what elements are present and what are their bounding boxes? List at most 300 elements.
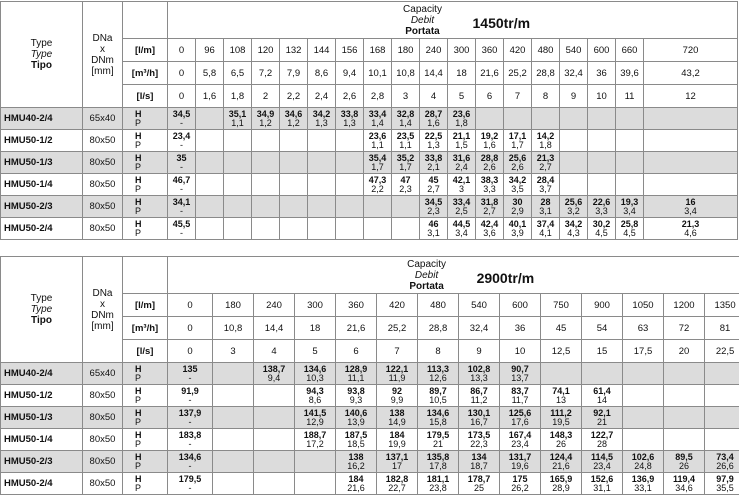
value-cell — [336, 218, 364, 240]
head-value: 33,4 — [368, 108, 387, 119]
power-value: 2,6 — [511, 161, 524, 172]
tbl2-type-header — [1, 257, 83, 363]
value-cell — [336, 385, 377, 407]
tbl2-ls-value: 7 — [377, 340, 418, 363]
tbl2-lm-value: 300 — [295, 294, 336, 317]
head-value: 175 — [512, 473, 528, 484]
dn-dn_line2: x — [100, 43, 105, 55]
head-value: 134,6 — [426, 407, 450, 418]
table-row — [1, 473, 739, 495]
power-value: 11,9 — [388, 372, 406, 383]
power-value: - — [188, 460, 192, 471]
tbl1-ls-value: 2,4 — [308, 85, 336, 108]
value-cell — [308, 174, 336, 196]
power-value: - — [188, 394, 192, 405]
head-value: 28,8 — [480, 152, 499, 163]
power-value: 2,3 — [399, 183, 412, 194]
head-value: 23,5 — [396, 130, 415, 141]
head-value: 23,4 — [172, 130, 191, 141]
tbl2-ls-value: 5 — [295, 340, 336, 363]
p-label: P — [135, 161, 142, 172]
capacity-it: Portata — [409, 281, 444, 292]
power-value: 21 — [432, 438, 443, 449]
value-cell — [644, 152, 738, 174]
power-value: 23,4 — [593, 460, 611, 471]
value-cell — [254, 451, 295, 473]
pump-dn: 65x40 — [83, 363, 123, 385]
h-label: H — [135, 385, 142, 396]
value-cell — [252, 152, 280, 174]
tbl2-ls-value: 9 — [459, 340, 500, 363]
value-cell — [418, 451, 459, 473]
head-value: 30 — [512, 196, 523, 207]
tbl1-m3h-value: 7,9 — [280, 62, 308, 85]
power-value: 1,3 — [315, 117, 328, 128]
tbl1-lm-value: 660 — [616, 39, 644, 62]
value-cell — [418, 407, 459, 429]
pump-dn: 80x50 — [83, 451, 123, 473]
tbl1-m3h-value: 32,4 — [560, 62, 588, 85]
power-value: 1,6 — [483, 139, 496, 150]
p-label: P — [135, 394, 142, 405]
value-cell — [644, 174, 738, 196]
value-cell — [213, 429, 254, 451]
tbl1-unit-lm: [l/m] — [123, 39, 168, 62]
h-label: H — [135, 429, 142, 440]
pump-dn: 80x50 — [83, 407, 123, 429]
power-value: 13,9 — [347, 416, 365, 427]
table-row — [1, 429, 739, 451]
power-value: 4,3 — [567, 227, 580, 238]
table-row — [1, 363, 739, 385]
value-cell — [196, 108, 224, 130]
tbl2-m3h-value: 63 — [623, 317, 664, 340]
tbl1-ls-value: 0 — [168, 85, 196, 108]
head-value: 21,1 — [452, 130, 471, 141]
value-cell — [644, 218, 738, 240]
power-value: 1,3 — [343, 117, 356, 128]
tbl1-ls-value: 4 — [420, 85, 448, 108]
pump-type: HMU50-2/3 — [1, 196, 83, 218]
value-cell — [476, 108, 504, 130]
head-value: 130,1 — [467, 407, 491, 418]
tbl1-ls-value: 7 — [504, 85, 532, 108]
tbl1-lm-value: 600 — [588, 39, 616, 62]
power-value: 3,3 — [483, 183, 496, 194]
tbl2-m3h-value: 14,4 — [254, 317, 295, 340]
tbl2-lm-value: 1350 — [705, 294, 739, 317]
head-value: 28,4 — [536, 174, 555, 185]
value-cell — [582, 473, 623, 495]
head-value: 35,2 — [396, 152, 415, 163]
head-value: 30,2 — [592, 218, 611, 229]
value-cell — [616, 152, 644, 174]
power-value: 15,8 — [429, 416, 447, 427]
value-cell — [500, 363, 541, 385]
head-value: 28 — [540, 196, 551, 207]
capacity-fr: Debit — [414, 270, 439, 281]
head-value: 184 — [348, 473, 364, 484]
tbl2-ls-value: 8 — [418, 340, 459, 363]
tbl2-m3h-value: 36 — [500, 317, 541, 340]
hp-legend — [123, 218, 168, 240]
value-cell — [644, 196, 738, 218]
tbl2-m3h-value: 21,6 — [336, 317, 377, 340]
power-value: 2,9 — [511, 205, 524, 216]
capacity-it: Portata — [405, 26, 440, 37]
power-value: 2,7 — [483, 205, 496, 216]
dn-dn_line2: x — [100, 298, 105, 310]
hp-legend — [123, 429, 168, 451]
head-value: 47 — [400, 174, 411, 185]
head-value: 22,6 — [592, 196, 611, 207]
tbl1-ls-value: 2,2 — [280, 85, 308, 108]
value-cell — [476, 196, 504, 218]
tbl2-ls-value: 6 — [336, 340, 377, 363]
value-cell — [168, 152, 196, 174]
value-cell — [500, 473, 541, 495]
value-cell — [254, 473, 295, 495]
value-cell — [364, 196, 392, 218]
power-value: 3 — [458, 183, 464, 194]
value-cell — [582, 385, 623, 407]
tbl1-m3h-value: 10,8 — [392, 62, 420, 85]
head-value: 113,3 — [426, 363, 450, 374]
head-value: 42,1 — [452, 174, 471, 185]
value-cell — [420, 218, 448, 240]
head-value: 134 — [471, 451, 487, 462]
value-cell — [295, 407, 336, 429]
value-cell — [252, 108, 280, 130]
head-value: 83,7 — [511, 385, 529, 396]
power-value: 23,8 — [429, 482, 447, 493]
value-cell — [541, 363, 582, 385]
tbl2-lm-value: 540 — [459, 294, 500, 317]
tbl1-lm-value: 168 — [364, 39, 392, 62]
value-cell — [364, 218, 392, 240]
head-value: 46,7 — [172, 174, 191, 185]
power-value: 26,2 — [511, 482, 529, 493]
power-value: 28 — [596, 438, 607, 449]
head-value: 138,7 — [262, 363, 286, 374]
value-cell — [459, 429, 500, 451]
pump-dn: 80x50 — [83, 218, 123, 240]
value-cell — [448, 174, 476, 196]
power-value: - — [180, 161, 183, 172]
head-value: 188,7 — [303, 429, 327, 440]
tbl2-m3h-value: 10,8 — [213, 317, 254, 340]
tbl2-lm-value: 0 — [168, 294, 213, 317]
power-value: 26 — [678, 460, 689, 471]
hp-legend — [123, 451, 168, 473]
tbl1-ls-value: 2,6 — [336, 85, 364, 108]
value-cell — [308, 196, 336, 218]
power-value: 2,4 — [455, 161, 468, 172]
pump-type: HMU50-1/3 — [1, 152, 83, 174]
value-cell — [196, 174, 224, 196]
tbl2-ls-value: 10 — [500, 340, 541, 363]
head-value: 33,8 — [424, 152, 443, 163]
pump-type: HMU40-2/4 — [1, 108, 83, 130]
head-value: 34,9 — [256, 108, 275, 119]
tbl2-lm-value: 360 — [336, 294, 377, 317]
head-value: 34,5 — [172, 108, 191, 119]
head-value: 31,6 — [452, 152, 471, 163]
value-cell — [504, 108, 532, 130]
value-cell — [377, 363, 418, 385]
tbl1-lm-value: 96 — [196, 39, 224, 62]
power-value: 2,2 — [371, 183, 384, 194]
tbl1-m3h-value: 36 — [588, 62, 616, 85]
tbl1-m3h-value: 14,4 — [420, 62, 448, 85]
head-value: 137,1 — [385, 451, 409, 462]
dn-dn_unit: [mm] — [91, 65, 114, 77]
head-value: 182,8 — [385, 473, 409, 484]
head-value: 34,6 — [284, 108, 303, 119]
value-cell — [213, 385, 254, 407]
value-cell — [705, 429, 739, 451]
head-value: 138 — [348, 451, 364, 462]
head-value: 102,8 — [467, 363, 491, 374]
tbl2-m3h-value: 81 — [705, 317, 739, 340]
value-cell — [420, 152, 448, 174]
value-cell — [532, 174, 560, 196]
power-value: 28,9 — [552, 482, 570, 493]
tbl2-ls-value: 3 — [213, 340, 254, 363]
value-cell — [280, 218, 308, 240]
head-value: 92 — [391, 385, 402, 396]
power-value: 1,1 — [371, 139, 384, 150]
pump-type: HMU50-2/3 — [1, 451, 83, 473]
value-cell — [582, 407, 623, 429]
value-cell — [364, 130, 392, 152]
tbl2-m3h-value: 25,2 — [377, 317, 418, 340]
h-label: H — [135, 363, 142, 374]
pump-type: HMU50-1/2 — [1, 385, 83, 407]
power-value: - — [180, 205, 183, 216]
power-value: 11,7 — [511, 394, 529, 405]
value-cell — [336, 363, 377, 385]
power-value: 4,5 — [595, 227, 608, 238]
value-cell — [420, 130, 448, 152]
tbl2-unit-lm: [l/m] — [123, 294, 168, 317]
value-cell — [623, 473, 664, 495]
value-cell — [254, 363, 295, 385]
value-cell — [560, 174, 588, 196]
tbl1-capacity-header — [168, 2, 738, 39]
power-value: 9,9 — [390, 394, 404, 405]
tbl2-m3h-value: 0 — [168, 317, 213, 340]
power-value: 19,5 — [552, 416, 570, 427]
value-cell — [392, 108, 420, 130]
head-value: 114,5 — [590, 451, 614, 462]
tbl1-ls-value: 9 — [560, 85, 588, 108]
head-value: 135,8 — [426, 451, 450, 462]
head-value: 25,6 — [508, 152, 527, 163]
value-cell — [252, 130, 280, 152]
power-value: - — [188, 416, 192, 427]
power-value: 18,7 — [470, 460, 488, 471]
head-value: 89,7 — [429, 385, 447, 396]
tbl1-lm-value: 420 — [504, 39, 532, 62]
value-cell — [705, 451, 739, 473]
value-cell — [623, 429, 664, 451]
power-value: 11,1 — [347, 372, 365, 383]
value-cell — [252, 196, 280, 218]
value-cell — [500, 451, 541, 473]
power-value: 26 — [555, 438, 566, 449]
head-value: 45,5 — [172, 218, 191, 229]
head-value: 134,6 — [303, 363, 327, 374]
value-cell — [616, 108, 644, 130]
value-cell — [308, 108, 336, 130]
power-value: 3,3 — [595, 205, 608, 216]
type-fr: Type — [30, 304, 53, 315]
tbl2-lm-value: 1200 — [664, 294, 705, 317]
value-cell — [364, 152, 392, 174]
head-value: 140,6 — [344, 407, 368, 418]
head-value: 141,5 — [303, 407, 327, 418]
head-value: 167,4 — [508, 429, 532, 440]
power-value: 4,1 — [539, 227, 552, 238]
value-cell — [196, 152, 224, 174]
power-value: 19,6 — [511, 460, 529, 471]
value-cell — [459, 407, 500, 429]
power-value: 16,2 — [347, 460, 365, 471]
power-value: 1,7 — [371, 161, 384, 172]
value-cell — [254, 385, 295, 407]
dn-dn_line1: DNa — [92, 287, 113, 299]
value-cell — [705, 473, 739, 495]
tbl1-ls-value: 12 — [644, 85, 738, 108]
h-label: H — [135, 152, 142, 163]
value-cell — [377, 451, 418, 473]
tbl2-m3h-value: 32,4 — [459, 317, 500, 340]
value-cell — [459, 385, 500, 407]
power-value: 13,7 — [511, 372, 529, 383]
power-value: 21,6 — [347, 482, 365, 493]
value-cell — [280, 196, 308, 218]
tbl2-rpm-label: 2900tr/m — [476, 270, 535, 286]
type-it: Tipo — [31, 315, 52, 326]
value-cell — [377, 407, 418, 429]
value-cell — [420, 108, 448, 130]
tbl1-lm-value: 0 — [168, 39, 196, 62]
pump-type: HMU50-1/2 — [1, 130, 83, 152]
hp-legend — [123, 130, 168, 152]
power-value: 1,7 — [399, 161, 412, 172]
power-value: 10,3 — [306, 372, 324, 383]
value-cell — [420, 174, 448, 196]
head-value: 73,4 — [716, 451, 734, 462]
head-value: 35,4 — [368, 152, 387, 163]
value-cell — [168, 174, 196, 196]
head-value: 19,3 — [620, 196, 639, 207]
tbl1-lm-value: 120 — [252, 39, 280, 62]
value-cell — [504, 152, 532, 174]
tbl1-ls-value: 10 — [588, 85, 616, 108]
tbl1-m3h-value: 43,2 — [644, 62, 738, 85]
tbl1-ls-value: 11 — [616, 85, 644, 108]
head-value: 102,6 — [631, 451, 655, 462]
value-cell — [588, 174, 616, 196]
table-row — [1, 451, 739, 473]
value-cell — [336, 407, 377, 429]
value-cell — [420, 196, 448, 218]
power-value: - — [188, 438, 192, 449]
table-row — [1, 152, 738, 174]
tbl1-header-capacity-row — [1, 2, 738, 39]
power-value: 1,2 — [287, 117, 300, 128]
tbl1-ls-value: 2 — [252, 85, 280, 108]
value-cell — [308, 218, 336, 240]
head-value: 33,8 — [340, 108, 359, 119]
power-value: 1,6 — [427, 117, 440, 128]
capacity-fr: Debit — [410, 15, 435, 26]
tbl1-ls-value: 3 — [392, 85, 420, 108]
value-cell — [392, 174, 420, 196]
head-value: 34,2 — [312, 108, 331, 119]
tbl1-lm-value: 108 — [224, 39, 252, 62]
head-value: 44,5 — [452, 218, 471, 229]
value-cell — [705, 407, 739, 429]
power-value: 17,6 — [511, 416, 529, 427]
tbl2-header-capacity-row — [1, 257, 739, 294]
value-cell — [213, 407, 254, 429]
head-value: 179,5 — [178, 473, 202, 484]
value-cell — [705, 385, 739, 407]
value-cell — [541, 429, 582, 451]
value-cell — [280, 130, 308, 152]
value-cell — [448, 196, 476, 218]
h-label: H — [135, 451, 142, 462]
power-value: 2,5 — [455, 205, 468, 216]
power-value: - — [188, 372, 192, 383]
power-value: 1,4 — [399, 117, 412, 128]
value-cell — [459, 451, 500, 473]
power-value: 13 — [555, 394, 566, 405]
tbl1-lm-value: 180 — [392, 39, 420, 62]
p-label: P — [135, 482, 142, 493]
table-row — [1, 174, 738, 196]
power-value: 2,1 — [427, 161, 440, 172]
value-cell — [504, 174, 532, 196]
head-value: 74,1 — [552, 385, 570, 396]
pump-type: HMU40-2/4 — [1, 363, 83, 385]
power-value: 1,7 — [511, 139, 524, 150]
pump-dn: 80x50 — [83, 130, 123, 152]
head-value: 31,8 — [480, 196, 499, 207]
value-cell — [168, 363, 213, 385]
head-value: 25,6 — [564, 196, 583, 207]
power-value: 9,4 — [267, 372, 281, 383]
value-cell — [541, 473, 582, 495]
power-value: 8,6 — [308, 394, 322, 405]
value-cell — [623, 407, 664, 429]
value-cell — [448, 152, 476, 174]
head-value: 187,5 — [344, 429, 368, 440]
value-cell — [224, 218, 252, 240]
head-value: 111,2 — [550, 407, 572, 418]
tbl2-lm-value: 900 — [582, 294, 623, 317]
value-cell — [364, 108, 392, 130]
value-cell — [418, 385, 459, 407]
value-cell — [560, 218, 588, 240]
head-value: 136,9 — [631, 473, 655, 484]
value-cell — [254, 429, 295, 451]
value-cell — [336, 108, 364, 130]
value-cell — [588, 218, 616, 240]
